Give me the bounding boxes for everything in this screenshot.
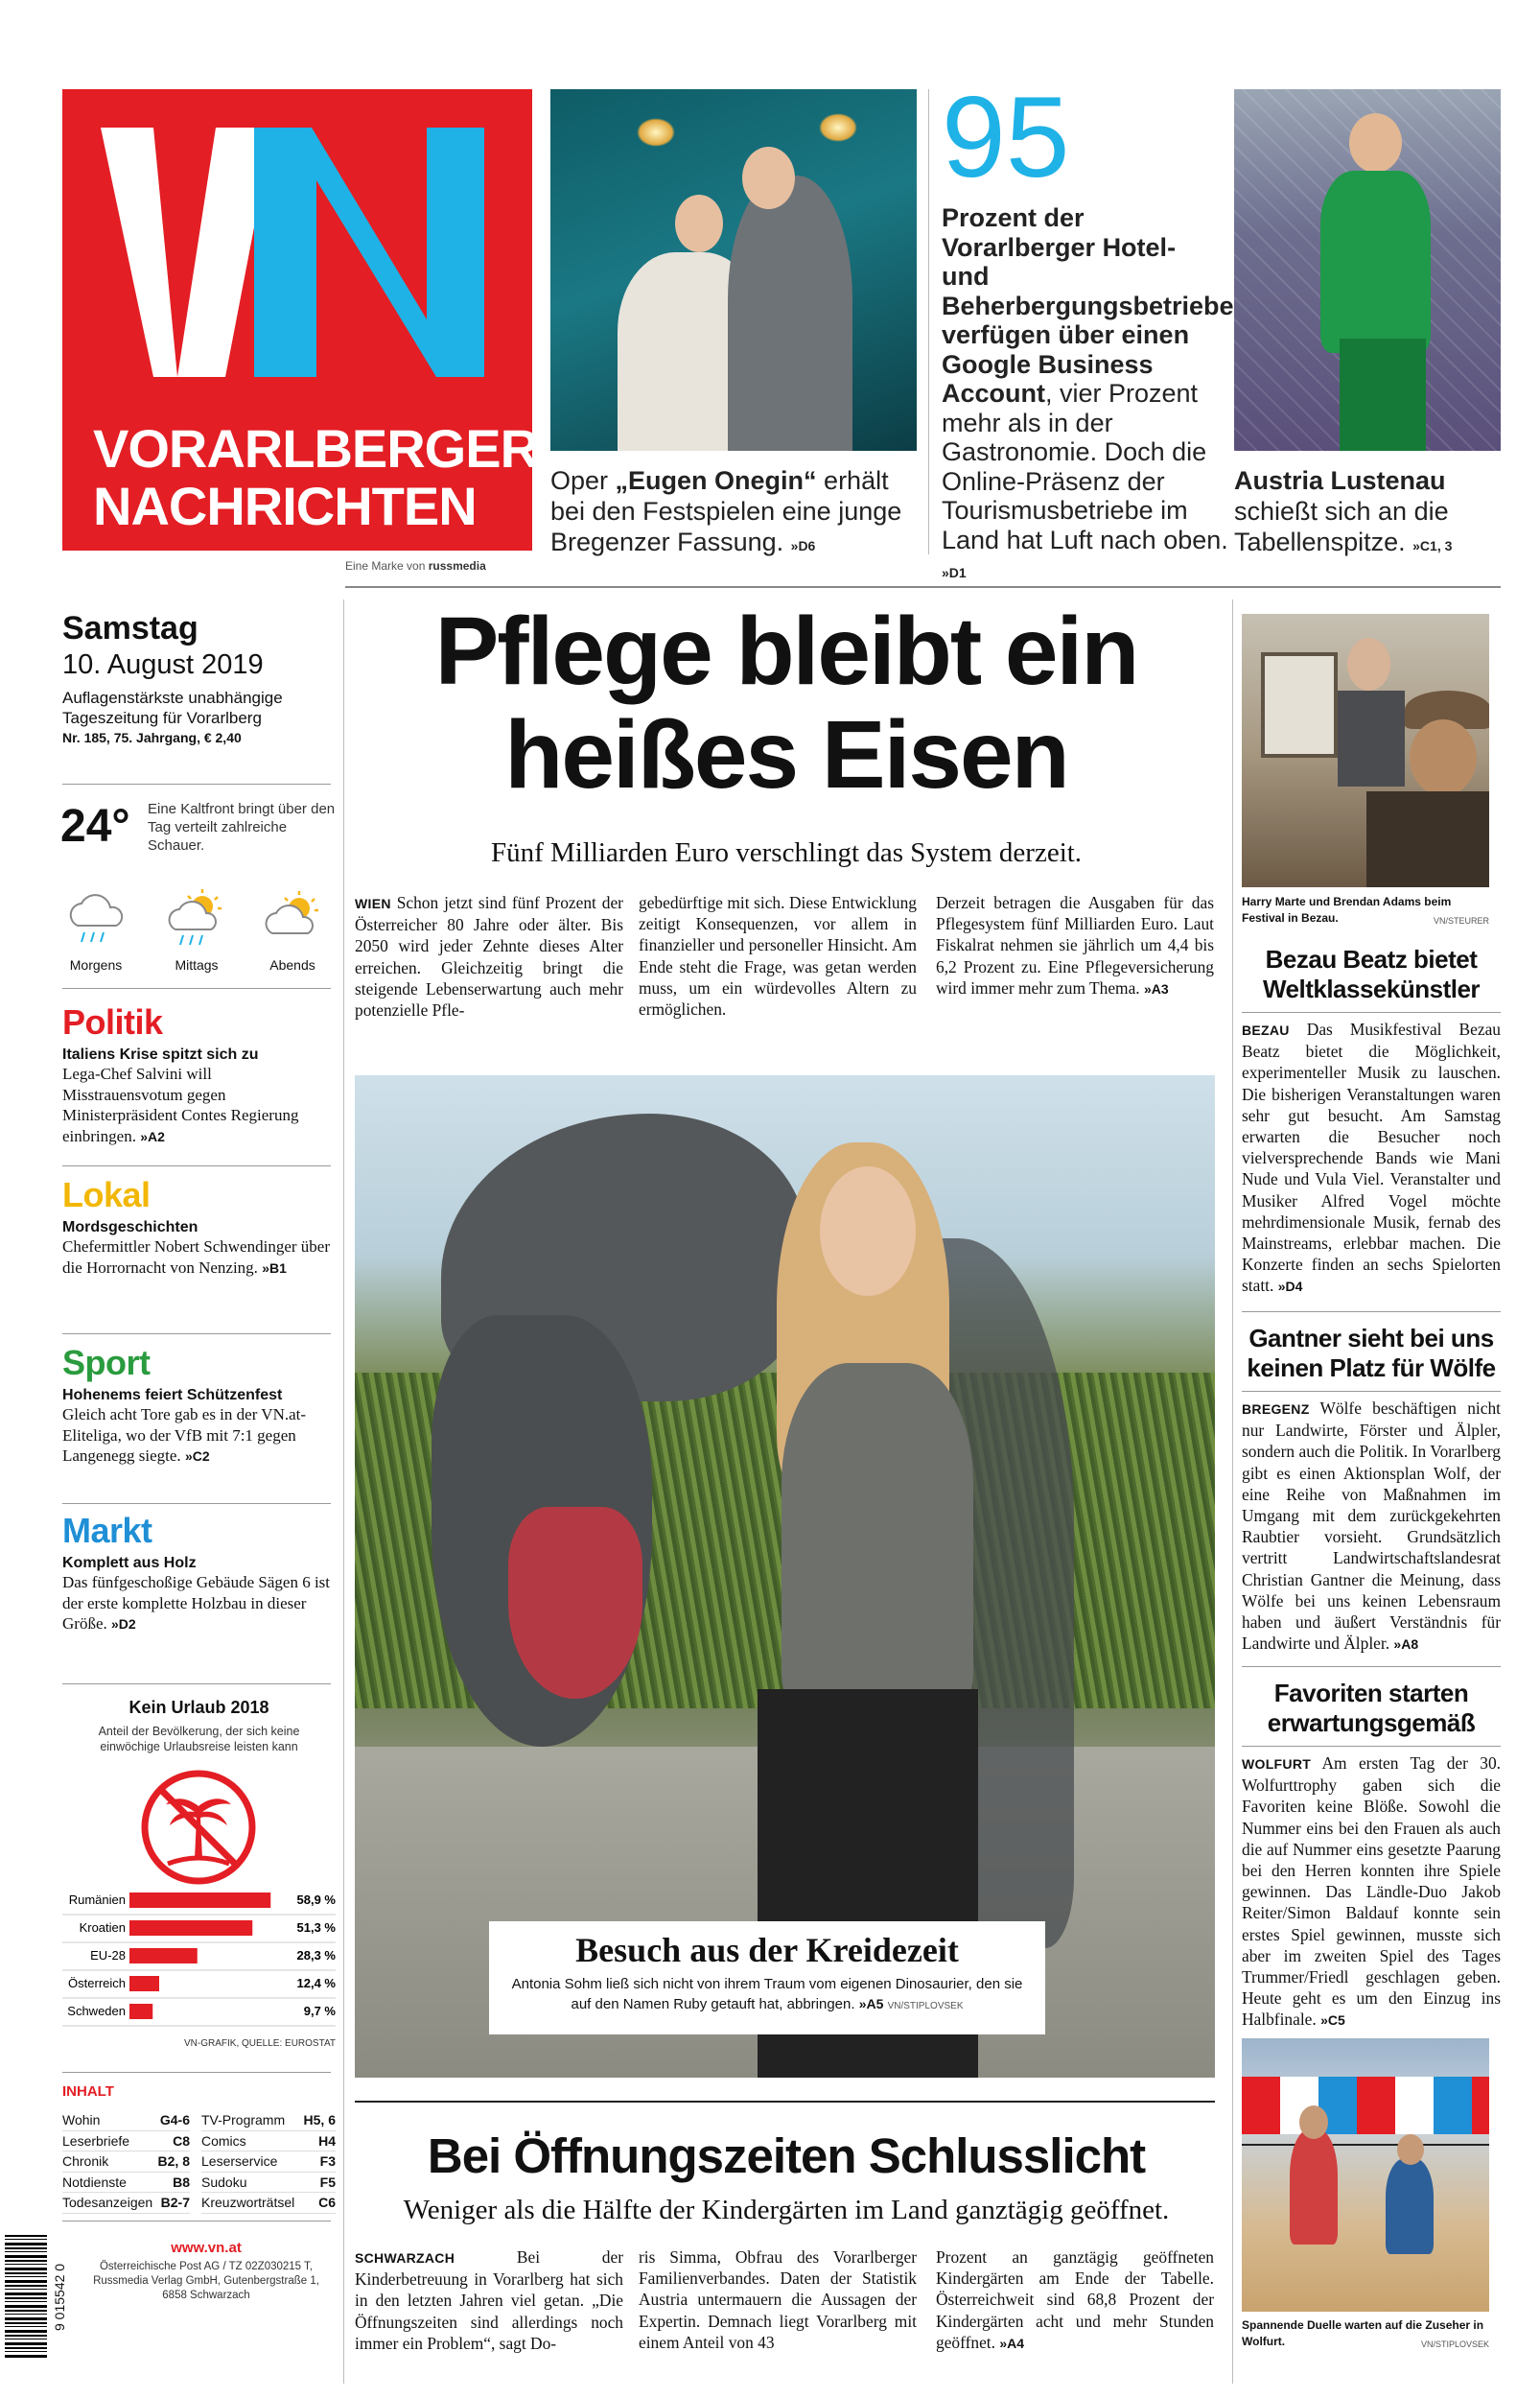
section-title: Lokal xyxy=(62,1175,151,1214)
story-body: BREGENZ Wölfe beschäftigen nicht nur Landwirte, Förster und Älpler, sondern auch die Politik. In Vorarlberg gibt es einen Aktionsplan Wolf, der eine Reihe von Maßnahmen im Umgang mit dem zurückgekehrten Raubtier vorsieht. Grundsätzlich vertritt Landwirtschaftslandesrat Christian Gantner die Meinung, dass Wölfe bei uns keinen Lebensraum haben und äußert Verständnis für Landwirte und Älpler. »A8 xyxy=(1242,1399,1501,1654)
section-body: Lega-Chef Salvini will Misstrauensvotum gegen Ministerpräsident Contes Regierung einbringen. »A2 xyxy=(62,1065,299,1145)
weather-label-mittags: Mittags xyxy=(175,957,219,973)
section-body: Gleich acht Tore gab es in der VN.at-Eliteliga, wo der VfB mit 7:1 gegen Langenegg siegte. »C2 xyxy=(62,1405,307,1465)
lead-headline[interactable]: Pflege bleibt ein heißes Eisen xyxy=(434,598,1138,809)
contents-page: B2-7 xyxy=(160,2195,190,2210)
contents-label: Todesanzeigen xyxy=(62,2195,153,2210)
oper-photo[interactable] xyxy=(550,89,917,451)
volleyball-photo[interactable] xyxy=(1242,2038,1489,2312)
barcode-number: 9 015542 0 xyxy=(52,2263,67,2332)
footer-info: Österreichische Post AG / TZ 02Z030215 T, Russmedia Verlag GmbH, Gutenbergstraße 1, 6858 Schwarzach xyxy=(93,2261,319,2301)
dino-caption-box[interactable] xyxy=(489,1921,1045,2034)
lead-col-2: gebedürftige mit sich. Diese Entwicklung zeitigt Konsequenzen, vor allem in finanzieller und personeller Hinsicht. Am Ende steht die Frage, was getan werden muss, um ein würdevolles Altern zu ermöglichen. xyxy=(639,893,917,1020)
contents-label: Leserbriefe xyxy=(62,2132,130,2149)
masthead-tagline: Eine Marke von russmedia xyxy=(345,559,486,573)
section-body: Chefermittler Nobert Schwendinger über die Horrornacht von Nenzing. »B1 xyxy=(62,1237,330,1277)
chart-value-label: 9,7 % xyxy=(303,2004,336,2018)
section-politik[interactable] xyxy=(62,1002,336,1147)
chart-title: Kein Urlaub 2018 xyxy=(128,1698,269,1717)
chart-bar xyxy=(129,2004,152,2019)
chart-category-label: Kroatien xyxy=(79,1920,126,1935)
oper-teaser[interactable]: Oper „Eugen Onegin“ erhält bei den Festspielen eine junge Bregenzer Fassung. »D6 xyxy=(550,466,902,556)
second-headline[interactable]: Bei Öffnungszeiten Schlusslicht xyxy=(427,2128,1146,2183)
story-gantner[interactable] xyxy=(1242,1324,1501,1655)
chart-value-label: 28,3 % xyxy=(296,1948,336,1963)
section-body: Das fünfgeschoßige Gebäude Sägen 6 ist der erste komplette Holzbau in dieser Größe. »D2 xyxy=(62,1573,331,1633)
contents-row[interactable] xyxy=(62,2193,190,2214)
contents-label: Comics xyxy=(201,2132,246,2149)
story-body: WOLFURT Am ersten Tag der 30. Wolfurttrophy gaben sich die Favoriten keine Blöße. Sowohl die Nummer eins bei den Frauen als auch die auf Nummer eins gesetzte Paarung bei den Herren konnten ihre Spiele gewinnen. Das Ländle-Duo Jakob Reiter/Simon Baldauf konnte sein erstes Spiel gewinnen, musste sich aber im zweiten Spiel des Tages Trummer/Friedl geschlagen geben. Heute geht es um den Einzug ins Halbfinale. »C5 xyxy=(1242,1753,1502,2030)
chart-category-label: Rumänien xyxy=(68,1893,126,1907)
section-head: Italiens Krise spitzt sich zu xyxy=(62,1046,259,1063)
contents-row[interactable] xyxy=(62,2151,190,2173)
chart-category-label: Österreich xyxy=(68,1976,126,1990)
contents-right xyxy=(201,2110,336,2214)
oper-ref[interactable]: »D6 xyxy=(790,538,816,553)
stat-number: 95 xyxy=(942,73,1070,201)
weather-temperature: 24° xyxy=(60,801,130,852)
second-col-2: ris Simma, Obfrau des Vorarlberger Familienverbandes. Daten der Statistik Austria untermauern die Aussagen der Expertin. Demnach liegt Vorarlberg mit einem Anteil von 43 xyxy=(639,2247,917,2352)
contents-title: INHALT xyxy=(62,2083,114,2100)
contents-label: Wohin xyxy=(62,2112,101,2128)
weather-label-morgens: Morgens xyxy=(69,957,123,973)
sun-rain-cloud-icon xyxy=(164,887,231,950)
chart-value-label: 12,4 % xyxy=(296,1976,336,1990)
section-head: Hohenems feiert Schützenfest xyxy=(62,1387,283,1403)
contents-row[interactable] xyxy=(201,2131,336,2152)
edition-subtitle-2: Tageszeitung für Vorarlberg xyxy=(62,709,262,727)
masthead-name-line1: VORARLBERGER xyxy=(93,418,539,479)
lead-col-3: Derzeit betragen die Ausgaben für das Pflegesystem fünf Milliarden Euro. Laut Fiskalrat nehmen sie jährlich um 4,4 bis 6,2 Prozent zu. Eine Pflegeversicherung wird immer mehr zum Thema. »A3 xyxy=(936,893,1214,998)
vn-logo-mark xyxy=(62,89,532,415)
chart-source: VN-GRAFIK, QUELLE: EUROSTAT xyxy=(184,2038,336,2049)
lead-subhead: Fünf Milliarden Euro verschlingt das System derzeit. xyxy=(490,837,1083,868)
contents-page: B2, 8 xyxy=(157,2153,190,2169)
volleyball-caption: Spannende Duelle warten auf die Zuseher in Wolfurt. VN/STIPLOVSEK xyxy=(1242,2318,1489,2349)
contents-page: C6 xyxy=(318,2195,336,2210)
section-title: Markt xyxy=(62,1511,152,1550)
footer-url[interactable]: www.vn.at xyxy=(171,2240,242,2256)
story-headline: Favoriten starten erwartungsgemäß xyxy=(1267,1679,1476,1737)
edition-date: 10. August 2019 xyxy=(62,649,264,680)
masthead-name-line2: NACHRICHTEN xyxy=(93,476,477,536)
contents-row[interactable] xyxy=(201,2173,336,2194)
story-headline: Gantner sieht bei uns keinen Platz für Wölfe xyxy=(1247,1324,1496,1382)
edition-issue: Nr. 185, 75. Jahrgang, € 2,40 xyxy=(62,730,242,745)
chart-category-label: EU-28 xyxy=(90,1948,126,1963)
contents-label: Sudoku xyxy=(201,2174,247,2190)
section-title: Politik xyxy=(62,1002,163,1042)
story-headline: Bezau Beatz bietet Weltklassekünstler xyxy=(1262,945,1481,1003)
bezau-photo-caption: Harry Marte und Brendan Adams beim Festival in Bezau. VN/STEURER xyxy=(1242,895,1489,926)
chart-value-label: 51,3 % xyxy=(296,1920,336,1935)
contents-row[interactable] xyxy=(62,2173,190,2194)
dino-caption-title: Besuch aus der Kreidezeit xyxy=(575,1931,959,1969)
section-head: Komplett aus Holz xyxy=(62,1555,197,1571)
edition-subtitle-1: Auflagenstärkste unabhängige xyxy=(62,689,283,707)
chart-bar xyxy=(129,1948,198,1963)
contents-page: F3 xyxy=(319,2153,336,2169)
chart-bar xyxy=(129,1976,159,1991)
contents-row[interactable] xyxy=(62,2110,190,2131)
chart-value-label: 58,9 % xyxy=(296,1893,336,1907)
contents-label: TV-Programm xyxy=(201,2112,286,2128)
story-body: BEZAU Das Musikfestival Bezau Beatz bietet die Möglichkeit, experimenteller Musik zu lauschen. Die bisherigen Veranstaltungen waren sehr gut besucht. Am Samstag erwarten die Besucher noch vielversprechende Bands wie Mani Nude und Vula Viel. Veranstalter und Musiker Alfred Vogel möchte mehrdimensionale Musik, fernab des Mainstreams, erlebbar machen. Die Konzerte finden an sechs Spielorten statt. »D4 xyxy=(1242,1020,1501,1296)
contents-row[interactable] xyxy=(201,2110,336,2131)
contents-page: C8 xyxy=(173,2132,190,2149)
contents-row[interactable] xyxy=(201,2193,336,2214)
russmedia-brand: russmedia xyxy=(428,559,486,573)
story-wolfurt[interactable] xyxy=(1242,1679,1501,2032)
contents-label: Kreuzworträtsel xyxy=(201,2195,295,2210)
lead-col-1: WIEN Schon jetzt sind fünf Prozent der Österreicher 80 Jahre oder älter. Bis 2050 wird jeder Zehnte dieses Alter erreichen. Gleichzeitig bringt die steigende Lebenserwartung auch mehr potenzielle Pfle- xyxy=(355,893,623,1021)
dino-caption-text: Antonia Sohm ließ sich nicht von ihrem Traum vom eigenen Dinosaurier, den sie auf den Namen Ruby getauft hat, abbringen. »A5 VN/STIPLOVSEK xyxy=(511,1976,1023,2012)
weather-text: Eine Kaltfront bringt über den Tag verteilt zahlreiche Schauer. xyxy=(148,801,336,854)
second-col-3: Prozent an ganztägig geöffneten Kindergärten am Ende der Tabelle. Österreichweit sind 68,8 Prozent der Kindergärten acht und mehr Stunden geöffnet. »A4 xyxy=(936,2247,1214,2352)
barcode xyxy=(5,2235,47,2360)
section-sport[interactable] xyxy=(62,1343,336,1468)
rain-cloud-icon xyxy=(63,892,130,950)
chart-subtitle: Anteil der Bevölkerung, der sich keine einwöchige Urlaubsreise leisten kann xyxy=(98,1725,300,1753)
second-col-1: SCHWARZACH Bei der Kinderbetreuung in Vorarlberg hat sich in den letzten Jahren viel getan. „Die Öffnungszeiten sind allerdings noch immer ein Problem“, sagt Do- xyxy=(355,2247,623,2353)
contents-label: Leserservice xyxy=(201,2153,278,2169)
second-subhead: Weniger als die Hälfte der Kindergärten im Land ganztägig geöffnet. xyxy=(403,2195,1170,2225)
austria-photo[interactable] xyxy=(1234,89,1501,451)
chart-bar xyxy=(129,1920,252,1936)
contents-page: H5, 6 xyxy=(303,2112,336,2128)
weather-label-abends: Abends xyxy=(269,957,315,973)
austria-teaser[interactable]: Austria Lustenau schießt sich an die Tabellenspitze. »C1, 3 xyxy=(1234,466,1453,556)
sun-cloud-icon xyxy=(263,887,330,945)
contents-page: H4 xyxy=(318,2132,336,2149)
no-vacation-icon xyxy=(139,1768,258,1887)
stat-teaser[interactable]: Prozent der Vorarlberger Hotel- und Beherbergungsbetriebe verfügen über einen Google Business Account, vier Prozent mehr als in der Gastronomie. Doch die Online-Präsenz der Tourismusbetriebe im Land hat Luft nach oben. »D1 xyxy=(942,203,1234,580)
edition-info xyxy=(62,609,336,747)
contents-row[interactable] xyxy=(62,2131,190,2152)
contents-page: B8 xyxy=(173,2174,190,2190)
vacation-bar-chart xyxy=(58,1890,340,2034)
section-title: Sport xyxy=(62,1343,151,1382)
contents-label: Chronik xyxy=(62,2153,109,2169)
section-lokal[interactable] xyxy=(62,1175,336,1279)
chart-bar xyxy=(129,1893,270,1908)
section-markt[interactable] xyxy=(62,1511,336,1635)
masthead-logo[interactable] xyxy=(62,89,539,551)
stat-ref[interactable]: »D1 xyxy=(942,565,967,580)
contents-left xyxy=(62,2110,190,2214)
edition-weekday: Samstag xyxy=(62,610,198,647)
contents-page: F5 xyxy=(319,2174,336,2190)
story-bezau[interactable] xyxy=(1242,945,1501,1298)
contents-label: Notdienste xyxy=(62,2174,127,2190)
contents-page: G4-6 xyxy=(159,2112,190,2128)
contents-row[interactable] xyxy=(201,2151,336,2173)
section-head: Mordsgeschichten xyxy=(62,1219,198,1235)
bezau-photo[interactable] xyxy=(1242,614,1489,887)
austria-ref[interactable]: »C1, 3 xyxy=(1412,538,1453,553)
chart-category-label: Schweden xyxy=(67,2004,126,2018)
